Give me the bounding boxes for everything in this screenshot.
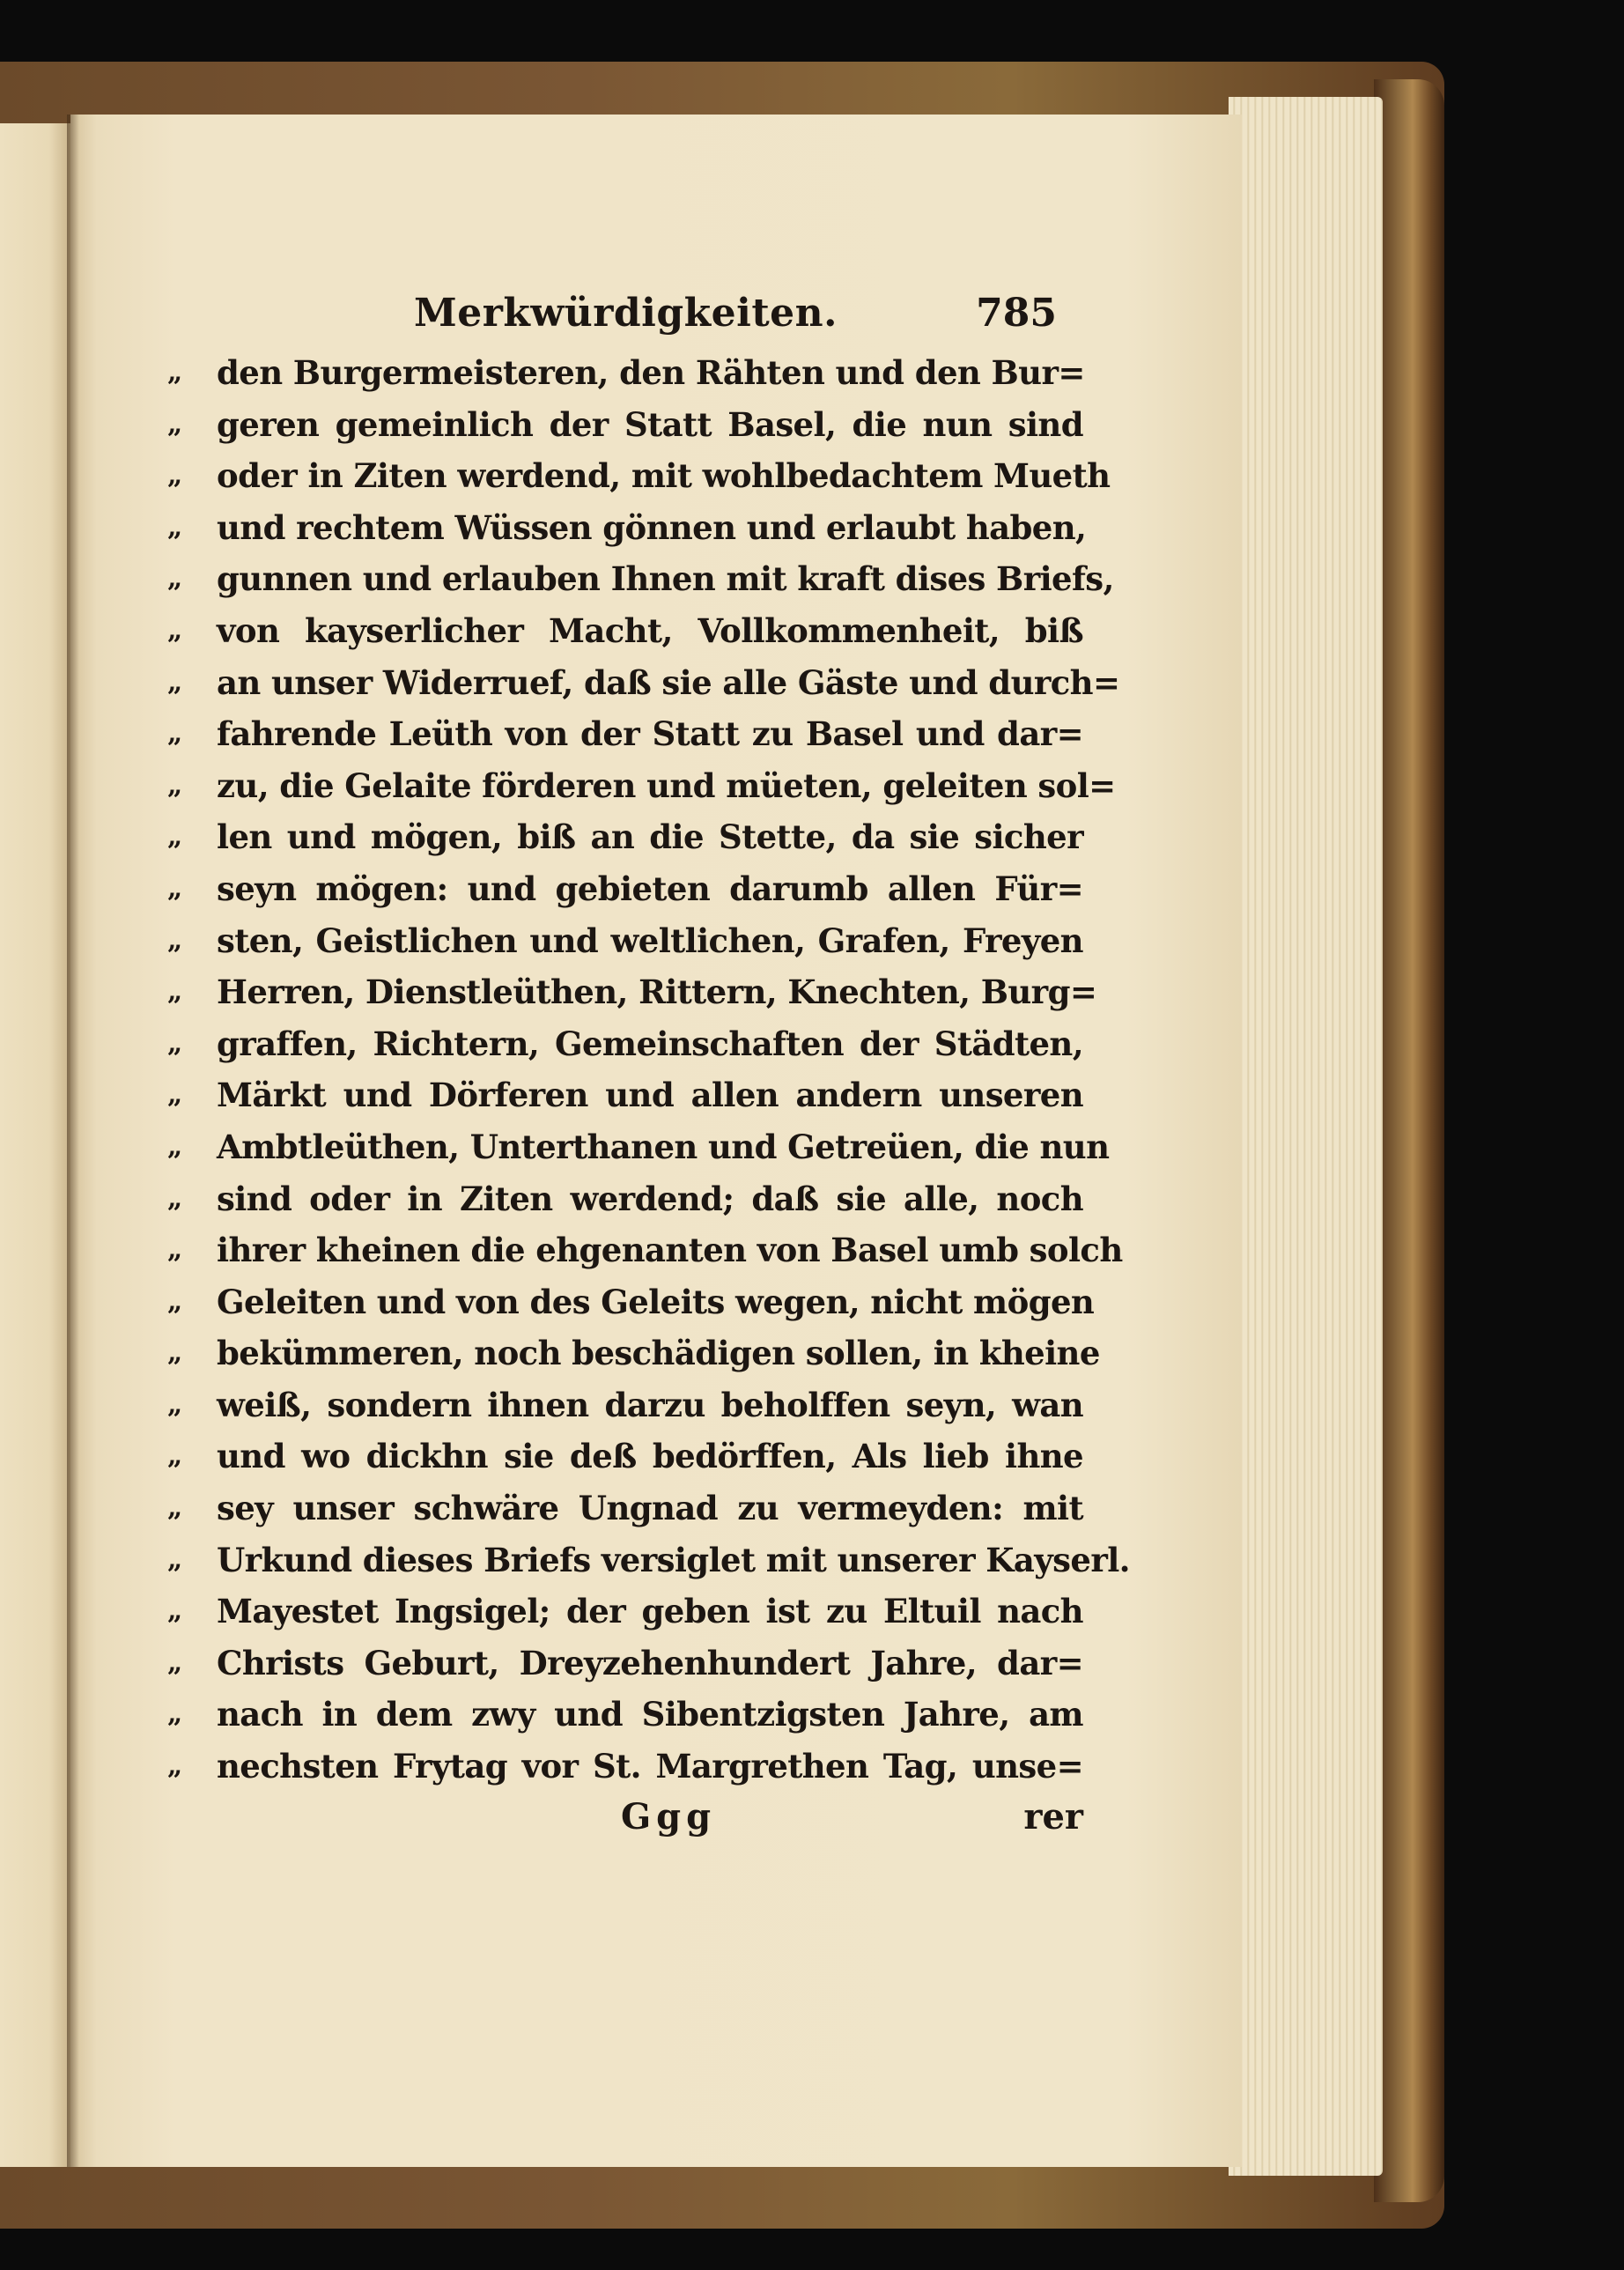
text-line: [167, 811, 1083, 863]
text-line: [167, 760, 1116, 812]
quotation-mark: „: [167, 872, 183, 904]
line-text: Ambtleüthen, Unterthanen und Getreüen, die nun: [217, 1127, 1110, 1166]
line-text: graffen, Richtern, Gemeinschaften der Städten,: [217, 1024, 1083, 1063]
quotation-mark: „: [167, 1750, 183, 1782]
text-line: [167, 1276, 1095, 1328]
text-lines: [167, 347, 1130, 1793]
text-line: [167, 657, 1120, 709]
text-line: [167, 450, 1111, 502]
line-text: gunnen und erlauben Ihnen mit kraft dises Briefs,: [217, 559, 1114, 599]
line-text: ihrer kheinen die ehgenanten von Basel umb solch: [217, 1231, 1123, 1270]
line-text: nach in dem zwy und Sibentzigsten Jahre, am: [217, 1695, 1083, 1734]
text-line: [167, 1741, 1083, 1793]
quotation-mark: „: [167, 1440, 183, 1472]
text-line: [167, 1018, 1083, 1070]
line-text: Mayestet Ingsigel; der geben ist zu Eltuil nach: [217, 1592, 1083, 1631]
quotation-mark: „: [167, 821, 183, 853]
text-line: [167, 1638, 1083, 1690]
line-text: den Burgermeisteren, den Rähten und den Bur=: [217, 353, 1085, 392]
line-text: an unser Widerruef, daß sie alle Gäste und durch=: [217, 662, 1120, 702]
text-line: [167, 553, 1114, 605]
quotation-mark: „: [167, 666, 183, 698]
gutter-shadow: [67, 115, 79, 2167]
text-line: [167, 1173, 1083, 1225]
line-text: bekümmeren, noch beschädigen sollen, in kheine: [217, 1334, 1100, 1373]
quotation-mark: „: [167, 1182, 183, 1214]
text-line: [167, 915, 1083, 967]
line-text: sey unser schwäre Ungnad zu vermeyden: mit: [217, 1489, 1083, 1528]
text-line: [167, 1224, 1123, 1276]
quotation-mark: „: [167, 1234, 183, 1266]
text-line: [167, 399, 1083, 451]
line-text: Geleiten und von des Geleits wegen, nicht mögen: [217, 1282, 1095, 1321]
text-line: [167, 966, 1097, 1018]
line-text: nechsten Frytag vor St. Margrethen Tag, unse=: [217, 1747, 1083, 1786]
text-line: [167, 347, 1083, 399]
text-block: [167, 291, 1130, 1851]
line-text: fahrende Leüth von der Statt zu Basel und dar=: [217, 714, 1083, 754]
quotation-mark: „: [167, 1492, 183, 1524]
quotation-mark: „: [167, 1543, 183, 1575]
quotation-mark: „: [167, 1285, 183, 1317]
quotation-mark: „: [167, 511, 183, 543]
text-line: [167, 605, 1083, 657]
quotation-mark: „: [167, 924, 183, 956]
quotation-mark: „: [167, 460, 183, 492]
quotation-mark: „: [167, 563, 183, 595]
line-text: seyn mögen: und gebieten darumb allen Für=: [217, 869, 1083, 908]
line-text: und rechtem Wüssen gönnen und erlaubt haben,: [217, 507, 1087, 547]
page-edges: [1229, 97, 1383, 2176]
quotation-mark: „: [167, 1079, 183, 1111]
text-line: [167, 1431, 1083, 1483]
line-text: Christs Geburt, Dreyzehenhundert Jahre, dar=: [217, 1643, 1083, 1682]
quotation-mark: „: [167, 1027, 183, 1059]
quotation-mark: „: [167, 718, 183, 750]
line-text: und wo dickhn sie deß bedörffen, Als lieb ihne: [217, 1437, 1083, 1476]
text-line: [167, 1379, 1083, 1431]
signature-mark: Ggg: [621, 1795, 717, 1837]
line-text: Märkt und Dörferen und allen andern unseren: [217, 1076, 1083, 1115]
book-spine: [1374, 79, 1444, 2202]
line-text: Herren, Dienstleüthen, Rittern, Knechten, Burg=: [217, 972, 1097, 1012]
quotation-mark: „: [167, 769, 183, 801]
text-line: [167, 863, 1083, 915]
quotation-mark: „: [167, 614, 183, 646]
page-number: 785: [976, 291, 1057, 336]
text-line: [167, 1534, 1130, 1586]
quotation-mark: „: [167, 408, 183, 440]
quotation-mark: „: [167, 357, 183, 388]
line-text: Urkund dieses Briefs versiglet mit unserer Kayserl.: [217, 1540, 1130, 1579]
line-text: sind oder in Ziten werdend; daß sie alle, noch: [217, 1179, 1083, 1218]
text-line: [167, 1121, 1110, 1173]
text-line: [167, 1586, 1083, 1638]
text-line: [167, 708, 1083, 760]
line-text: len und mögen, biß an die Stette, da sie sicher: [217, 817, 1083, 857]
text-line: [167, 1689, 1083, 1741]
quotation-mark: „: [167, 1388, 183, 1420]
running-head-title: Merkwürdigkeiten.: [414, 291, 838, 336]
line-text: von kayserlicher Macht, Vollkommenheit, biß: [217, 610, 1083, 650]
catchword: rer: [1023, 1795, 1083, 1837]
running-head: [167, 291, 1083, 352]
quotation-mark: „: [167, 976, 183, 1008]
line-text: geren gemeinlich der Statt Basel, die nun sind: [217, 404, 1083, 444]
line-text: sten, Geistlichen und weltlichen, Grafen, Freyen: [217, 921, 1083, 960]
line-text: oder in Ziten werdend, mit wohlbedachtem Mueth: [217, 456, 1111, 496]
line-text: zu, die Gelaite förderen und müeten, geleiten sol=: [217, 765, 1116, 805]
quotation-mark: „: [167, 1337, 183, 1369]
quotation-mark: „: [167, 1646, 183, 1678]
quotation-mark: „: [167, 1698, 183, 1730]
text-line: [167, 502, 1087, 554]
page-footer: [167, 1796, 1083, 1851]
quotation-mark: „: [167, 1595, 183, 1627]
left-page-edge: [0, 123, 70, 2167]
line-text: weiß, sondern ihnen darzu beholffen seyn, wan: [217, 1385, 1083, 1424]
text-line: [167, 1483, 1083, 1534]
quotation-mark: „: [167, 1130, 183, 1162]
text-line: [167, 1327, 1100, 1379]
text-line: [167, 1069, 1083, 1121]
